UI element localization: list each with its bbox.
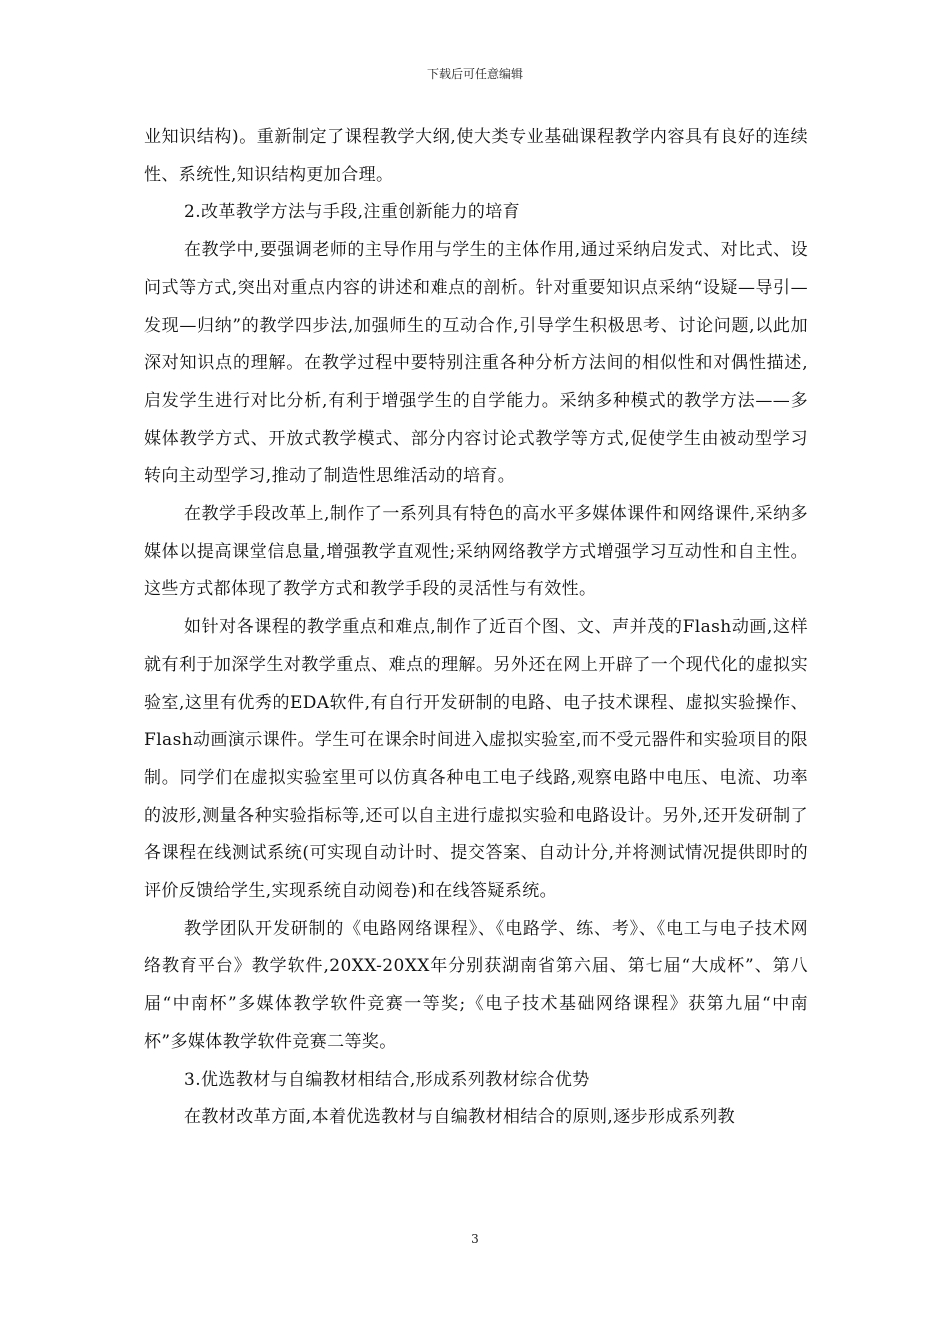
body-text — [144, 119, 808, 1137]
section-heading-2: 2.改革教学方法与手段,注重创新能力的培育 — [184, 202, 521, 223]
section-heading-3: 3.优选教材与自编教材相结合,形成系列教材综合优势 — [184, 1069, 590, 1090]
paragraph-awards: 教学团队开发研制的《电路网络课程》、《电路学、练、考》、《电工与电子技术网络教育平台》教学软件,20XX-20XX年分别获湖南省第六届、第七届“大成杯”、第八届“中南杯”多媒体教学软件竞赛一等奖;《电子技术基础网络课程》获第九届“中南杯”多媒体教学软件竞赛二等奖。 — [144, 918, 808, 1052]
page-number: 3 — [471, 1232, 479, 1246]
paragraph-flash-virtual-lab: 如针对各课程的教学重点和难点,制作了近百个图、文、声并茂的Flash动画,这样就有利于加深学生对教学重点、难点的理解。另外还在网上开辟了一个现代化的虚拟实验室,这里有优秀的EDA软件,有自行开发研制的电路、电子技术课程、虚拟实验操作、Flash动画演示课件。学生可在课余时间进入虚拟实验室,而不受元器件和实验项目的限制。同学们在虚拟实验室里可以仿真各种电工电子线路,观察电路中电压、电流、功率的波形,测量各种实验指标等,还可以自主进行虚拟实验和电路设计。另外,还开发研制了各课程在线测试系统(可实现自动计时、提交答案、自动计分,并将测试情况提供即时的评价反馈给学生,实现系统自动阅卷)和在线答疑系统。 — [144, 617, 808, 902]
paragraph-teaching-methods: 在教学中,要强调老师的主导作用与学生的主体作用,通过采纳启发式、对比式、设问式等方式,突出对重点内容的讲述和难点的剖析。针对重要知识点采纳“设疑—导引—发现—归纳”的教学四步法,加强师生的互动合作,引导学生积极思考、讨论问题,以此加深对知识点的理解。在教学过程中要特别注重各种分析方法间的相似性和对偶性描述,启发学生进行对比分析,有利于增强学生的自学能力。采纳多种模式的教学方法——多媒体教学方式、开放式教学模式、部分内容讨论式教学等方式,促使学生由被动型学习转向主动型学习,推动了制造性思维活动的培育。 — [144, 240, 808, 487]
paragraph-continuation: 业知识结构)。重新制定了课程教学大纲,使大类专业基础课程教学内容具有良好的连续性、系统性,知识结构更加合理。 — [144, 127, 808, 185]
page-header: 下载后可任意编辑 — [426, 67, 523, 81]
paragraph-textbook-reform: 在教材改革方面,本着优选教材与自编教材相结合的原则,逐步形成系列教 — [184, 1107, 736, 1128]
paragraph-teaching-means: 在教学手段改革上,制作了一系列具有特色的高水平多媒体课件和网络课件,采纳多媒体以提高课堂信息量,增强教学直观性;采纳网络教学方式增强学习互动性和自主性。这些方式都体现了教学方式和教学手段的灵活性与有效性。 — [144, 504, 808, 600]
